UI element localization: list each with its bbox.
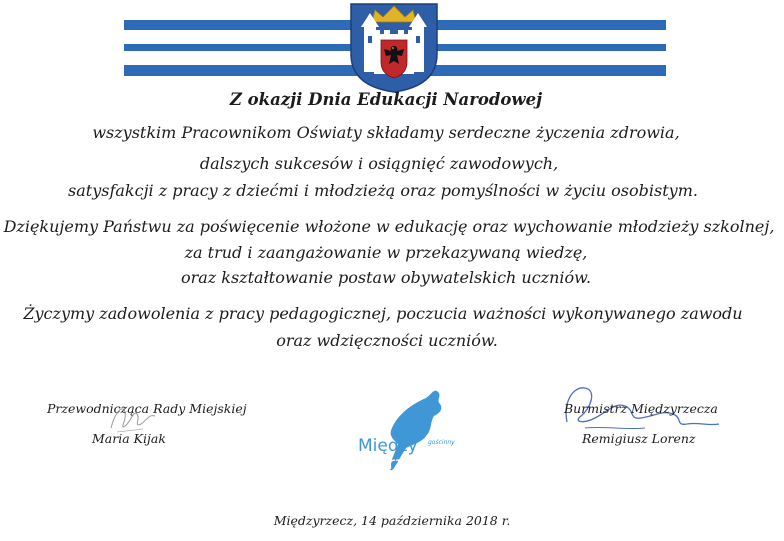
left-signatory-role: Przewodnicząca Rady Miejskiej <box>47 401 247 416</box>
paragraph-2-line-2: za trud i zaangażowanie w przekazywaną wiedzę, <box>184 243 588 262</box>
paragraph-3-line-2: oraz wdzięczności uczniów. <box>276 331 498 350</box>
place-and-date: Międzyrzecz, 14 października 2018 r. <box>273 513 511 528</box>
logo-word-bottom: rzecz <box>388 454 433 474</box>
logo-word-top: Między <box>358 436 418 456</box>
logo-small-text: gościnny <box>428 439 455 446</box>
right-signatory-role: Burmistrz Międzyrzecza <box>564 401 718 416</box>
paragraph-2-line-1: Dziękujemy Państwu za poświęcenie włożone w edukację oraz wychowanie młodzieży szkolnej, <box>3 217 775 236</box>
right-signatory-name: Remigiusz Lorenz <box>582 431 696 446</box>
paragraph-2-line-3: oraz kształtowanie postaw obywatelskich uczniów. <box>180 268 592 287</box>
paragraph-1-line-3: satysfakcji z pracy z dziećmi i młodzieżą oraz pomyślności w życiu osobistym. <box>68 181 698 200</box>
paragraph-1-line-1: wszystkim Pracownikom Oświaty składamy serdeczne życzenia zdrowia, <box>92 123 680 142</box>
letter-title: Z okazji Dnia Edukacji Narodowej <box>229 90 543 109</box>
paragraph-1-line-2: dalszych sukcesów i osiągnięć zawodowych, <box>199 154 559 173</box>
coat-of-arms-icon <box>347 2 441 94</box>
left-signatory-name: Maria Kijak <box>92 431 166 446</box>
miedzyrzecz-logo <box>348 384 468 479</box>
paragraph-3-line-1: Życzymy zadowolenia z pracy pedagogicznej, poczucia ważności wykonywanego zawodu <box>23 304 743 323</box>
